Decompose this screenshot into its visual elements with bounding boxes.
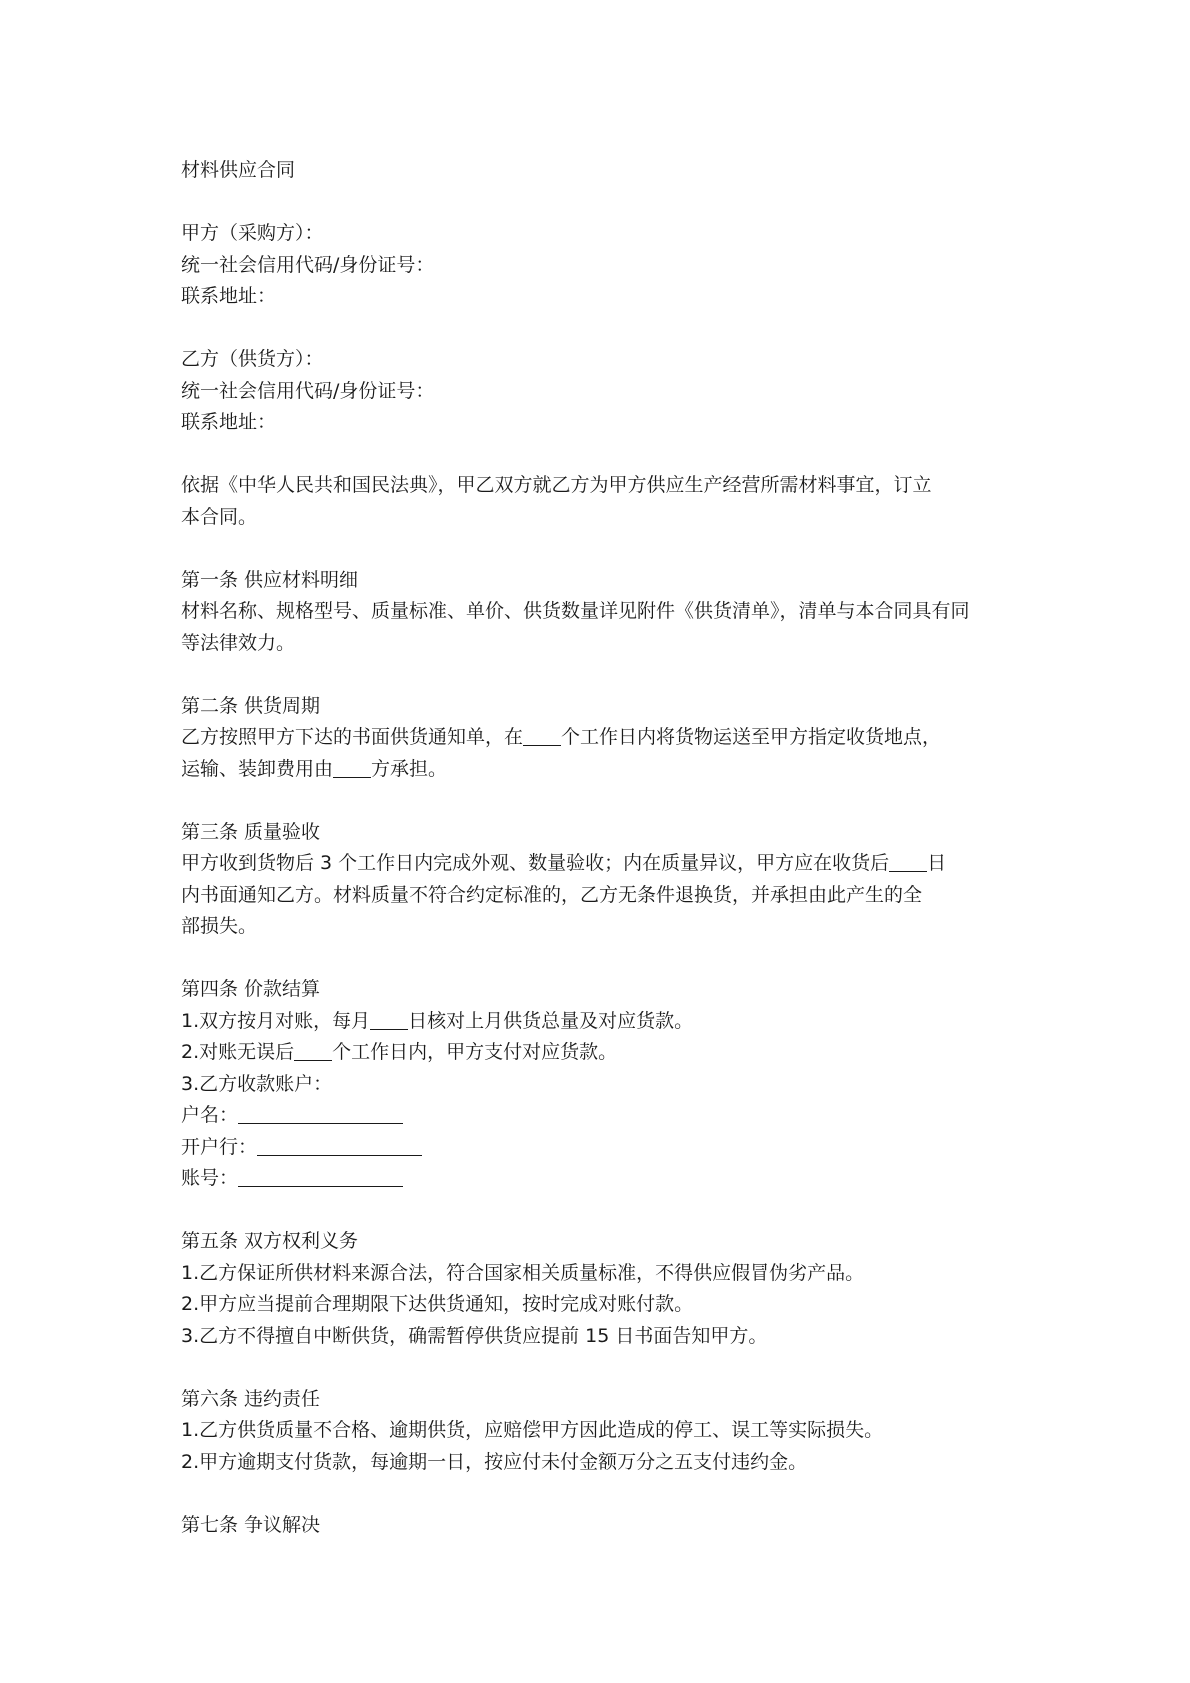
- article-1-heading: 第一条 供应材料明细: [181, 568, 359, 591]
- article-3-text: 内书面通知乙方。材料质量不符合约定标准的，乙方无条件退换货，并承担由此产生的全: [181, 883, 923, 906]
- article-2-text: [181, 754, 1021, 786]
- party-a-label: 甲方（采购方）：: [181, 222, 324, 244]
- spacer: [181, 785, 1021, 817]
- article-1-text: 等法律效力。: [181, 631, 296, 654]
- preamble-line: 本合同。: [181, 505, 258, 528]
- spacer: [181, 1352, 1021, 1384]
- article-4-text-part: 日核对上月供货总量及对应货款。: [408, 1009, 694, 1032]
- article-3-text: 部损失。: [181, 915, 258, 937]
- spacer: [181, 313, 1021, 345]
- party-b-label: 乙方（供货方）：: [181, 348, 324, 370]
- account-number-line: [181, 1163, 1021, 1195]
- article-4-item: [181, 1037, 1021, 1069]
- article-3-text: [181, 848, 1021, 880]
- contract-body: [181, 155, 1021, 1541]
- fill-in-blank: [257, 1135, 422, 1156]
- spacer: [181, 439, 1021, 471]
- article-2-text-part: 方承担。: [371, 757, 448, 780]
- article-4-item: 3.乙方收款账户：: [181, 1072, 333, 1095]
- spacer: [181, 943, 1021, 975]
- article-2-text-part: 运输、装卸费用由: [181, 757, 334, 780]
- party-b-address-label: 联系地址：: [181, 411, 277, 433]
- spacer: [181, 1195, 1021, 1227]
- article-4-item: [181, 1006, 1021, 1038]
- fill-in-blank: [333, 757, 371, 778]
- fill-in-blank: [238, 1103, 403, 1124]
- article-4-text-part: 个工作日内，甲方支付对应货款。: [332, 1041, 618, 1063]
- account-name-line: [181, 1100, 1021, 1132]
- article-3-text-part: 日: [927, 852, 947, 874]
- fill-in-blank: [889, 851, 927, 872]
- fill-in-blank: [238, 1166, 403, 1187]
- fill-in-blank: [294, 1040, 332, 1061]
- party-a-address-label: 联系地址：: [181, 285, 277, 307]
- bank-line: [181, 1132, 1021, 1164]
- spacer: [181, 659, 1021, 691]
- spacer: [181, 187, 1021, 219]
- article-3-text-part: 甲方收到货物后 3 个工作日内完成外观、数量验收；内在质量异议，甲方应在收货后: [181, 852, 890, 874]
- article-7-heading: 第七条 争议解决: [181, 1513, 321, 1536]
- account-name-label: 户名：: [181, 1104, 239, 1126]
- article-6-item: 1.乙方供货质量不合格、逾期供货，应赔偿甲方因此造成的停工、误工等实际损失。: [181, 1419, 884, 1441]
- account-number-label: 账号：: [181, 1167, 239, 1189]
- article-2-text: [181, 722, 1021, 754]
- party-a-id-label: 统一社会信用代码/身份证号：: [181, 253, 435, 276]
- article-3-heading: 第三条 质量验收: [181, 820, 321, 843]
- article-6-heading: 第六条 违约责任: [181, 1387, 321, 1410]
- document-title: 材料供应合同: [181, 159, 296, 181]
- fill-in-blank: [370, 1009, 408, 1030]
- spacer: [181, 1478, 1021, 1510]
- fill-in-blank: [523, 725, 561, 746]
- preamble-line: 依据《中华人民共和国民法典》，甲乙双方就乙方为甲方供应生产经营所需材料事宜，订立: [181, 474, 932, 496]
- article-5-item: 3.乙方不得擅自中断供货，确需暂停供货应提前 15 日书面告知甲方。: [181, 1324, 768, 1347]
- article-5-item: 1.乙方保证所供材料来源合法，符合国家相关质量标准，不得供应假冒伪劣产品。: [181, 1261, 865, 1284]
- article-2-text-part: 乙方按照甲方下达的书面供货通知单，在: [181, 726, 524, 748]
- article-4-heading: 第四条 价款结算: [181, 978, 321, 1000]
- bank-label: 开户行：: [181, 1135, 258, 1158]
- article-4-text-part: 1.双方按月对账，每月: [181, 1009, 371, 1032]
- article-4-text-part: 2.对账无误后: [181, 1041, 295, 1063]
- article-1-text: 材料名称、规格型号、质量标准、单价、供货数量详见附件《供货清单》，清单与本合同具有同: [181, 600, 970, 622]
- spacer: [181, 533, 1021, 565]
- party-b-id-label: 统一社会信用代码/身份证号：: [181, 379, 435, 402]
- article-6-item: 2.甲方逾期支付货款，每逾期一日，按应付未付金额万分之五支付违约金。: [181, 1450, 808, 1473]
- article-2-heading: 第二条 供货周期: [181, 694, 321, 717]
- article-5-heading: 第五条 双方权利义务: [181, 1230, 359, 1252]
- article-5-item: 2.甲方应当提前合理期限下达供货通知，按时完成对账付款。: [181, 1293, 694, 1315]
- article-2-text-part: 个工作日内将货物运送至甲方指定收货地点，: [561, 726, 942, 748]
